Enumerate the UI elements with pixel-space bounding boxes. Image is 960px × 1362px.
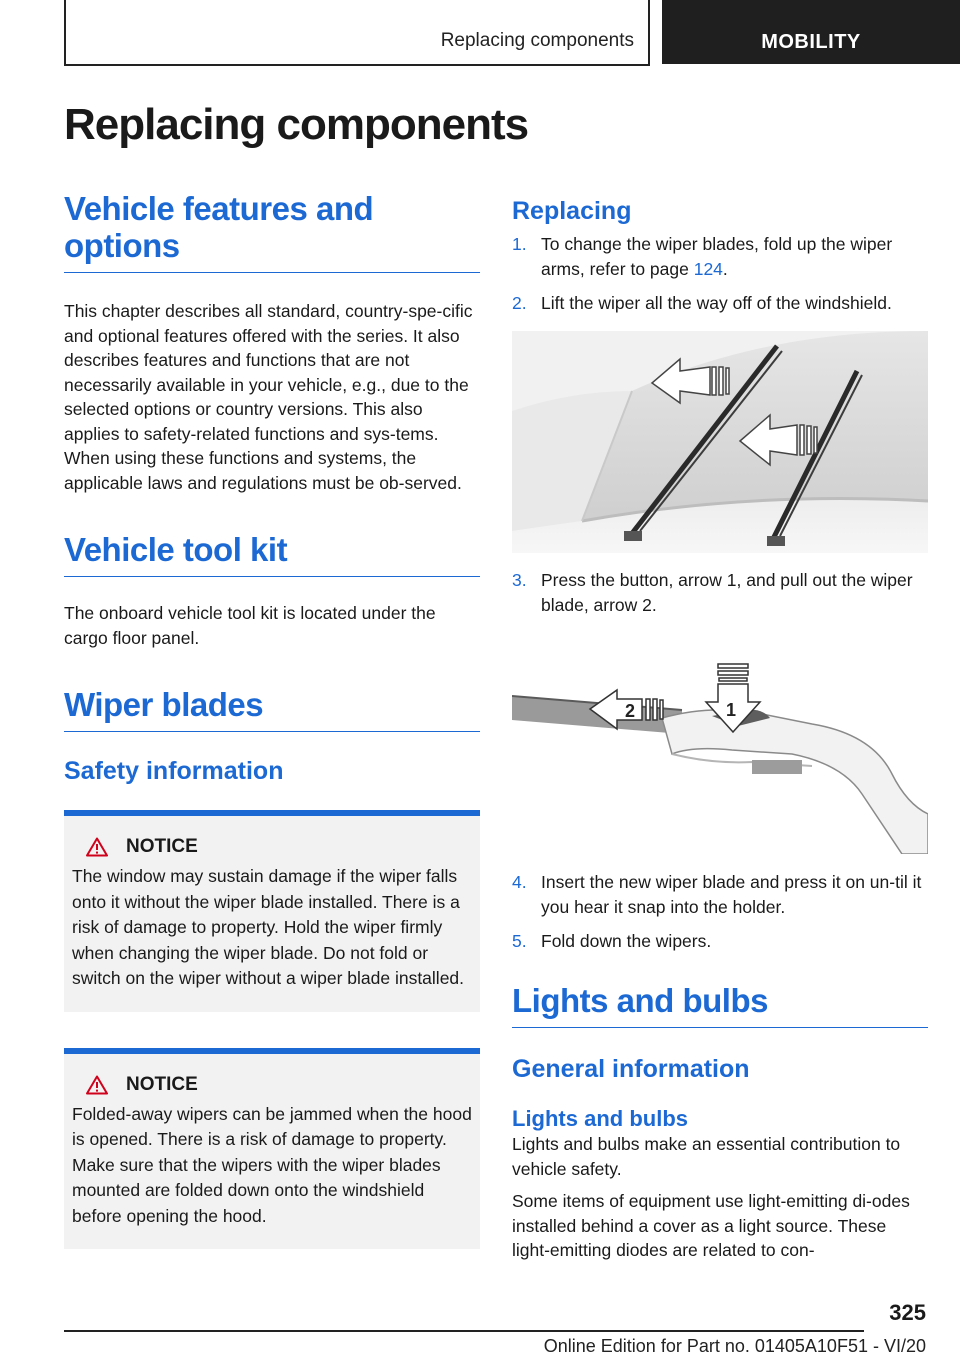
warning-triangle-icon	[86, 837, 108, 857]
arrow-1-label: 1	[726, 700, 737, 720]
header-divider-left	[64, 0, 66, 66]
list-item	[512, 929, 928, 954]
page-number: 325	[889, 1300, 926, 1325]
header-section-title: Replacing components	[440, 30, 634, 51]
step-text: Lift the wiper all the way off of the windshield.	[541, 293, 892, 313]
page-reference-link[interactable]: 124	[693, 259, 723, 279]
lights-paragraph-1: Lights and bulbs make an essential contribution to vehicle safety.	[512, 1134, 901, 1179]
steps-list-c	[512, 870, 928, 954]
subheading-lights-and-bulbs: Lights and bulbs	[512, 1106, 688, 1131]
notice-box-2	[64, 1048, 480, 1250]
heading-vehicle-features: Vehicle features and options	[64, 190, 480, 273]
step-number: 2.	[512, 293, 527, 313]
notice-header	[72, 1074, 472, 1096]
list-item	[512, 568, 928, 618]
page-title: Replacing components	[64, 100, 529, 149]
notice-box-1	[64, 810, 480, 1012]
notice-text: Folded-away wipers can be jammed when the hood is opened. There is a risk of damage to property. Make sure that the wipers with the wiper blades mounted are folded down onto the windshield before opening the hood.	[72, 1103, 472, 1226]
notice-text: The window may sustain damage if the wiper falls onto it without the wiper blade installed. There is a risk of damage to property. Hold the wiper firmly when changing the wiper blade. Do not fold or switch on the wiper without a wiper blade installed.	[72, 866, 465, 988]
notice-label: NOTICE	[126, 1073, 198, 1095]
step-number: 1.	[512, 234, 527, 254]
right-column	[512, 196, 928, 1263]
toolkit-paragraph: The onboard vehicle tool kit is located under the cargo floor panel.	[64, 603, 436, 648]
header-chapter-tab[interactable]	[662, 0, 960, 64]
list-item	[512, 291, 928, 316]
heading-vehicle-tool-kit: Vehicle tool kit	[64, 531, 480, 577]
arrow-2-label: 2	[625, 701, 636, 721]
heading-replacing: Replacing	[512, 197, 632, 225]
step-number: 5.	[512, 931, 527, 951]
wiper-blade-illustration	[512, 654, 928, 854]
left-column	[64, 190, 480, 1249]
step-text: Insert the new wiper blade and press it on un-til it you hear it snap into the holder.	[541, 872, 922, 917]
figure-windshield-wipers	[512, 331, 928, 553]
list-item	[512, 870, 928, 920]
chapter-tab-label: MOBILITY	[761, 31, 861, 53]
list-item	[512, 232, 928, 282]
step-text: Fold down the wipers.	[541, 931, 712, 951]
heading-lights-and-bulbs: Lights and bulbs	[512, 982, 928, 1028]
header-rule	[64, 64, 650, 66]
heading-safety-information: Safety information	[64, 757, 284, 785]
windshield-wipers-illustration	[512, 331, 928, 553]
footer-rule	[64, 1330, 864, 1332]
steps-list-a	[512, 232, 928, 316]
notice-header	[72, 836, 472, 858]
warning-triangle-icon	[86, 1075, 108, 1095]
step-text: Press the button, arrow 1, and pull out the wiper blade, arrow 2.	[541, 570, 913, 615]
steps-list-b	[512, 568, 928, 618]
heading-wiper-blades: Wiper blades	[64, 686, 480, 732]
figure-wiper-blade-release	[512, 654, 928, 854]
features-paragraph: This chapter describes all standard, country-spe-cific and optional features offered with the series. It also describes features and functions that are not necessarily available in your vehicle, e.g., due to the selected options or country versions. This also applies to safety-related functions and sys-tems. When using these functions and systems, the applicable laws and regulations must be ob-served.	[64, 301, 473, 493]
notice-label: NOTICE	[126, 836, 198, 857]
heading-general-information: General information	[512, 1055, 750, 1083]
step-text: To change the wiper blades, fold up the wiper arms, refer to page 124.	[541, 234, 893, 279]
header-divider-right	[648, 0, 650, 66]
step-number: 3.	[512, 570, 527, 590]
step-number: 4.	[512, 872, 527, 892]
edition-info: Online Edition for Part no. 01405A10F51 - VI/20	[543, 1336, 926, 1356]
lights-paragraph-2: Some items of equipment use light-emitting di-odes installed behind a cover as a light source. These light-emitting diodes are related to con-	[512, 1191, 910, 1260]
